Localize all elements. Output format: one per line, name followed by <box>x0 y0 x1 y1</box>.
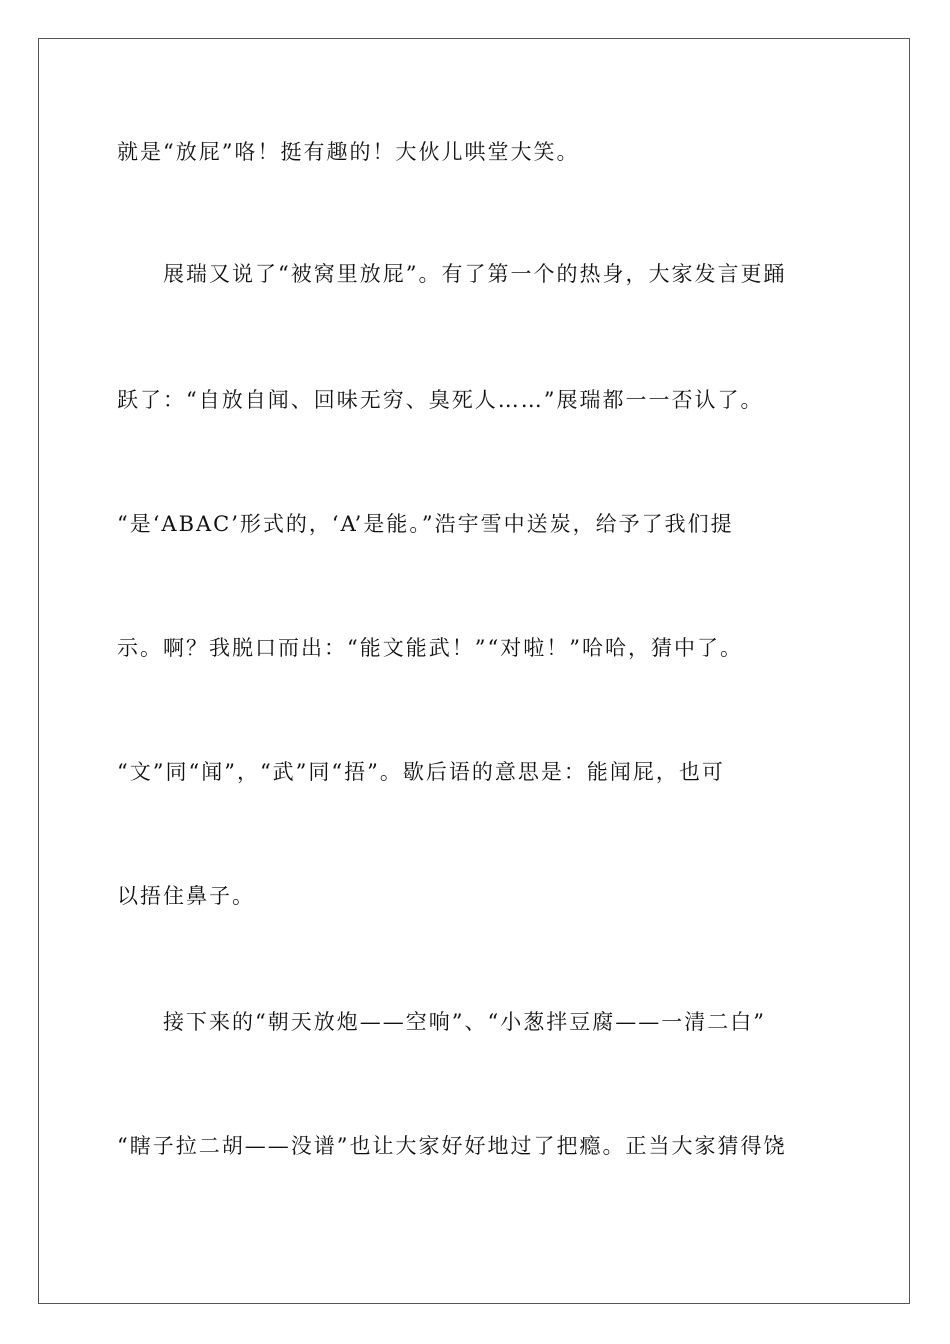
text-line-3: 跃了：“自放自闻、回味无穷、臭死人……”展瑞都一一否认了。 <box>117 388 764 412</box>
text-line-7: 以捂住鼻子。 <box>117 884 255 908</box>
text-line-5: 示。啊？我脱口而出：“能文能武！”“对啦！”哈哈，猜中了。 <box>117 636 743 660</box>
text-line-2: 展瑞又说了“被窝里放屁”。有了第一个的热身，大家发言更踊 <box>163 262 787 286</box>
page-border <box>38 38 910 1304</box>
text-line-4: “是‘ABAC’形式的，‘A’是能。”浩宇雪中送炭，给予了我们提 <box>117 512 734 536</box>
text-line-6: “文”同“闻”，“武”同“捂”。歇后语的意思是：能闻屁，也可 <box>117 760 725 784</box>
text-line-1: 就是“放屁”咯！挺有趣的！大伙儿哄堂大笑。 <box>117 140 580 164</box>
text-line-9: “瞎子拉二胡——没谱”也让大家好好地过了把瘾。正当大家猜得饶 <box>117 1134 787 1158</box>
text-line-8: 接下来的“朝天放炮——空响”、“小葱拌豆腐——一清二白” <box>163 1010 766 1034</box>
